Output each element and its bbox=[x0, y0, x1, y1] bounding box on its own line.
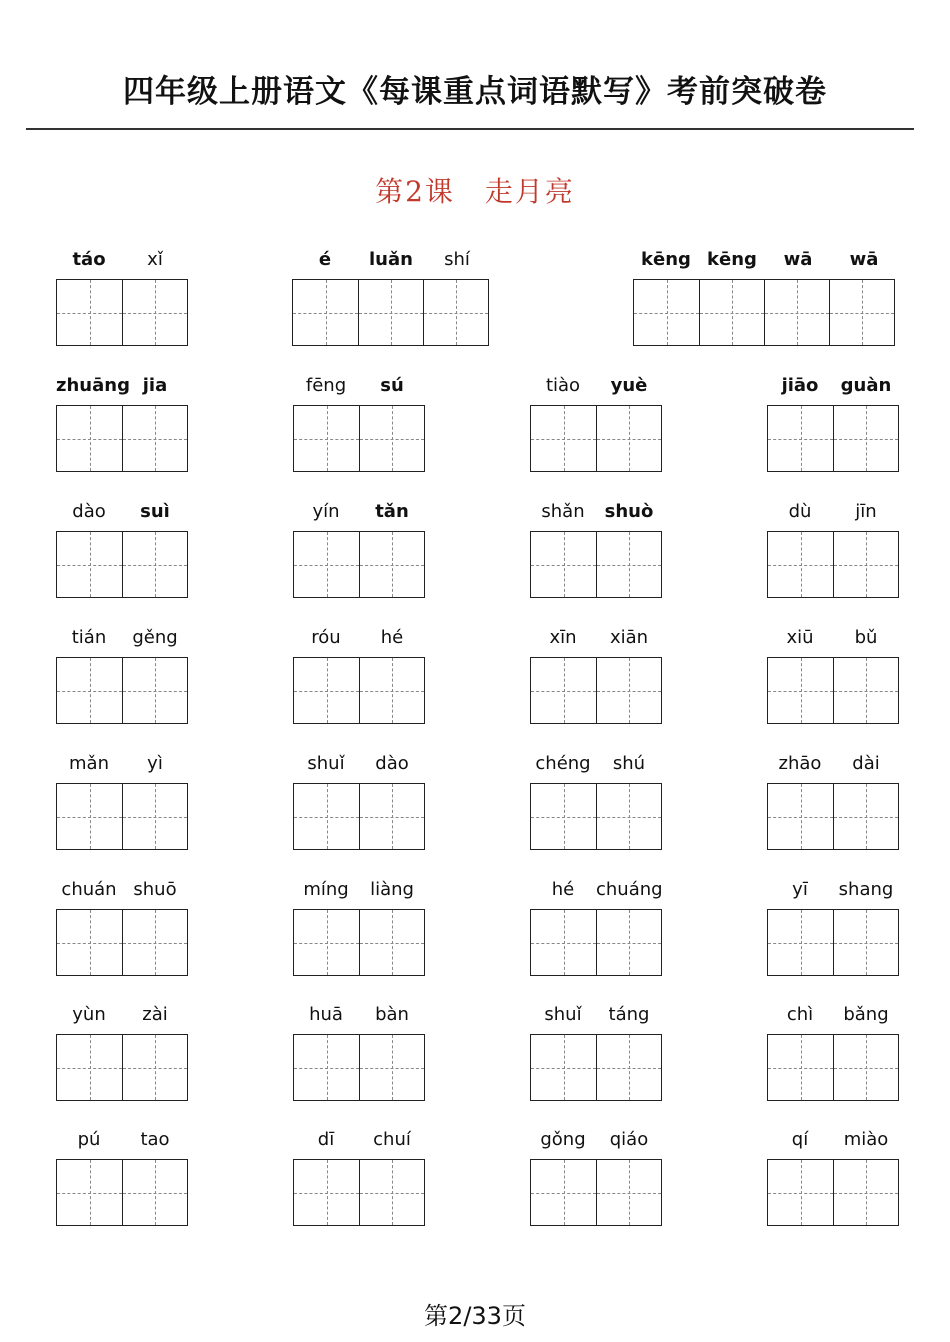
pinyin-label: táo bbox=[72, 249, 106, 270]
tianzige-cell[interactable] bbox=[359, 1160, 424, 1225]
pinyin-label: chì bbox=[786, 1004, 814, 1025]
pinyin-label: yì bbox=[147, 753, 163, 774]
pinyin-label: suì bbox=[140, 501, 170, 522]
tianzige-cell[interactable] bbox=[768, 1160, 833, 1225]
pinyin-row bbox=[56, 751, 188, 777]
pinyin-row bbox=[530, 1127, 662, 1153]
writing-box bbox=[56, 909, 188, 976]
writing-box bbox=[530, 909, 662, 976]
pinyin-label: hé bbox=[551, 879, 575, 900]
pinyin-row bbox=[293, 751, 425, 777]
pinyin-row bbox=[293, 499, 425, 525]
pinyin-label: yuè bbox=[610, 375, 648, 396]
word-item bbox=[56, 499, 188, 599]
tianzige-cell[interactable] bbox=[423, 280, 488, 345]
word-item bbox=[293, 877, 425, 977]
page-title: 四年级上册语文《每课重点词语默写》考前突破卷 bbox=[123, 74, 827, 110]
pinyin-label: yín bbox=[312, 501, 340, 522]
tianzige-cell[interactable] bbox=[833, 658, 898, 723]
tianzige-cell[interactable] bbox=[768, 658, 833, 723]
tianzige-cell[interactable] bbox=[768, 910, 833, 975]
writing-box bbox=[633, 279, 895, 346]
word-item bbox=[293, 373, 425, 473]
tianzige-cell[interactable] bbox=[531, 1160, 596, 1225]
tianzige-cell[interactable] bbox=[122, 532, 187, 597]
writing-box bbox=[56, 1034, 188, 1101]
writing-box bbox=[293, 783, 425, 850]
word-item bbox=[56, 751, 188, 851]
pinyin-label: huā bbox=[309, 1004, 343, 1025]
tianzige-cell[interactable] bbox=[294, 784, 359, 849]
tianzige-cell[interactable] bbox=[57, 658, 122, 723]
pinyin-row bbox=[292, 247, 490, 273]
word-item bbox=[56, 1127, 188, 1227]
pinyin-label: tián bbox=[71, 627, 107, 648]
tianzige-cell[interactable] bbox=[768, 406, 833, 471]
pinyin-label: chuáng bbox=[596, 879, 663, 900]
pinyin-row bbox=[530, 373, 662, 399]
tianzige-cell[interactable] bbox=[359, 784, 424, 849]
tianzige-cell[interactable] bbox=[122, 1160, 187, 1225]
tianzige-cell[interactable] bbox=[122, 910, 187, 975]
word-item bbox=[293, 1002, 425, 1102]
tianzige-cell[interactable] bbox=[833, 406, 898, 471]
pinyin-label: qí bbox=[791, 1129, 809, 1150]
writing-box bbox=[767, 1159, 899, 1226]
pinyin-row bbox=[56, 247, 188, 273]
pinyin-label: sú bbox=[380, 375, 404, 396]
pinyin-row bbox=[293, 625, 425, 651]
pinyin-label: xiān bbox=[609, 627, 649, 648]
tianzige-cell[interactable] bbox=[833, 1160, 898, 1225]
writing-box bbox=[56, 657, 188, 724]
word-item bbox=[292, 247, 490, 347]
writing-box bbox=[56, 531, 188, 598]
pinyin-label: shí bbox=[444, 249, 470, 270]
pinyin-label: é bbox=[318, 249, 332, 270]
tianzige-cell[interactable] bbox=[122, 280, 187, 345]
word-item bbox=[767, 373, 899, 473]
pinyin-label: mǎn bbox=[69, 753, 109, 774]
writing-box bbox=[56, 405, 188, 472]
word-item bbox=[633, 247, 897, 347]
pinyin-row bbox=[56, 625, 188, 651]
tianzige-cell[interactable] bbox=[57, 280, 122, 345]
pinyin-row bbox=[767, 373, 899, 399]
pinyin-row bbox=[530, 625, 662, 651]
pinyin-label: xǐ bbox=[147, 249, 163, 270]
writing-box bbox=[767, 405, 899, 472]
tianzige-cell[interactable] bbox=[699, 280, 764, 345]
tianzige-cell[interactable] bbox=[122, 1035, 187, 1100]
tianzige-cell[interactable] bbox=[359, 406, 424, 471]
pinyin-row bbox=[530, 1002, 662, 1028]
writing-box bbox=[767, 657, 899, 724]
pinyin-label: hé bbox=[380, 627, 404, 648]
tianzige-cell[interactable] bbox=[596, 784, 661, 849]
pinyin-label: shú bbox=[612, 753, 646, 774]
pinyin-row bbox=[767, 625, 899, 651]
pinyin-row bbox=[56, 499, 188, 525]
pinyin-label: chéng bbox=[535, 753, 591, 774]
writing-box bbox=[767, 1034, 899, 1101]
pinyin-label: fēng bbox=[305, 375, 347, 396]
tianzige-cell[interactable] bbox=[596, 406, 661, 471]
tianzige-cell[interactable] bbox=[531, 784, 596, 849]
tianzige-cell[interactable] bbox=[768, 532, 833, 597]
pinyin-row bbox=[767, 877, 899, 903]
word-item bbox=[530, 1002, 662, 1102]
tianzige-cell[interactable] bbox=[596, 658, 661, 723]
tianzige-cell[interactable] bbox=[57, 532, 122, 597]
writing-box bbox=[56, 783, 188, 850]
tianzige-cell[interactable] bbox=[833, 1035, 898, 1100]
pinyin-label: dào bbox=[375, 753, 409, 774]
writing-box bbox=[293, 1034, 425, 1101]
writing-box bbox=[530, 783, 662, 850]
pinyin-row bbox=[56, 877, 188, 903]
word-item bbox=[767, 1127, 899, 1227]
tianzige-cell[interactable] bbox=[596, 1035, 661, 1100]
writing-box bbox=[293, 531, 425, 598]
pinyin-label: róu bbox=[311, 627, 341, 648]
word-item bbox=[293, 625, 425, 725]
pinyin-row bbox=[530, 499, 662, 525]
word-item bbox=[530, 625, 662, 725]
pinyin-label: zhuāng bbox=[56, 375, 130, 396]
tianzige-cell[interactable] bbox=[359, 910, 424, 975]
pinyin-label: yī bbox=[792, 879, 808, 900]
pinyin-row bbox=[530, 751, 662, 777]
word-item bbox=[293, 499, 425, 599]
writing-box bbox=[767, 783, 899, 850]
title-divider bbox=[26, 128, 914, 130]
pinyin-row bbox=[293, 1127, 425, 1153]
pinyin-label: yùn bbox=[72, 1004, 106, 1025]
pinyin-label: shuō bbox=[133, 879, 177, 900]
tianzige-cell[interactable] bbox=[293, 280, 358, 345]
tianzige-cell[interactable] bbox=[359, 658, 424, 723]
tianzige-cell[interactable] bbox=[122, 658, 187, 723]
tianzige-cell[interactable] bbox=[596, 1160, 661, 1225]
pinyin-row bbox=[633, 247, 897, 273]
tianzige-cell[interactable] bbox=[294, 1160, 359, 1225]
word-item bbox=[56, 1002, 188, 1102]
pinyin-label: kēng bbox=[641, 249, 691, 270]
page-number: 第2/33页 bbox=[424, 1302, 526, 1330]
word-item bbox=[767, 877, 899, 977]
pinyin-label: guàn bbox=[840, 375, 892, 396]
tianzige-cell[interactable] bbox=[531, 532, 596, 597]
pinyin-label: tiào bbox=[545, 375, 581, 396]
pinyin-label: dù bbox=[788, 501, 812, 522]
writing-box bbox=[530, 1034, 662, 1101]
pinyin-row bbox=[293, 877, 425, 903]
word-item bbox=[56, 373, 188, 473]
writing-box bbox=[293, 657, 425, 724]
word-item bbox=[530, 877, 662, 977]
tianzige-cell[interactable] bbox=[764, 280, 829, 345]
pinyin-label: xīn bbox=[549, 627, 577, 648]
tianzige-cell[interactable] bbox=[57, 910, 122, 975]
pinyin-label: xiū bbox=[786, 627, 814, 648]
word-item bbox=[530, 499, 662, 599]
pinyin-label: chuí bbox=[373, 1129, 411, 1150]
pinyin-row bbox=[530, 877, 662, 903]
word-item bbox=[530, 751, 662, 851]
tianzige-cell[interactable] bbox=[634, 280, 699, 345]
tianzige-cell[interactable] bbox=[768, 784, 833, 849]
pinyin-label: kēng bbox=[707, 249, 757, 270]
tianzige-cell[interactable] bbox=[57, 784, 122, 849]
word-item bbox=[56, 625, 188, 725]
pinyin-row bbox=[767, 1127, 899, 1153]
pinyin-label: shang bbox=[838, 879, 894, 900]
tianzige-cell[interactable] bbox=[122, 784, 187, 849]
pinyin-label: dào bbox=[72, 501, 106, 522]
tianzige-cell[interactable] bbox=[359, 1035, 424, 1100]
lesson-title: 第2课 走月亮 bbox=[375, 175, 575, 208]
tianzige-cell[interactable] bbox=[57, 406, 122, 471]
tianzige-cell[interactable] bbox=[294, 910, 359, 975]
tianzige-cell[interactable] bbox=[358, 280, 423, 345]
pinyin-label: jia bbox=[142, 375, 168, 396]
word-item bbox=[767, 1002, 899, 1102]
pinyin-label: shǎn bbox=[541, 501, 585, 522]
writing-box bbox=[530, 531, 662, 598]
pinyin-label: bàn bbox=[375, 1004, 409, 1025]
tianzige-cell[interactable] bbox=[531, 1035, 596, 1100]
pinyin-row bbox=[293, 1002, 425, 1028]
word-item bbox=[293, 751, 425, 851]
writing-box bbox=[530, 1159, 662, 1226]
tianzige-cell[interactable] bbox=[829, 280, 894, 345]
pinyin-label: dài bbox=[852, 753, 880, 774]
pinyin-label: wā bbox=[849, 249, 879, 270]
word-item bbox=[530, 1127, 662, 1227]
writing-box bbox=[293, 1159, 425, 1226]
tianzige-cell[interactable] bbox=[833, 532, 898, 597]
pinyin-row bbox=[56, 1002, 188, 1028]
pinyin-label: shuǐ bbox=[307, 753, 345, 774]
pinyin-label: dī bbox=[317, 1129, 335, 1150]
pinyin-label: gěng bbox=[132, 627, 178, 648]
pinyin-label: jīn bbox=[855, 501, 877, 522]
tianzige-cell[interactable] bbox=[57, 1160, 122, 1225]
tianzige-cell[interactable] bbox=[359, 532, 424, 597]
pinyin-row bbox=[767, 751, 899, 777]
pinyin-row bbox=[293, 373, 425, 399]
tianzige-cell[interactable] bbox=[122, 406, 187, 471]
writing-box bbox=[292, 279, 489, 346]
pinyin-label: zhāo bbox=[778, 753, 822, 774]
tianzige-cell[interactable] bbox=[596, 532, 661, 597]
pinyin-label: chuán bbox=[61, 879, 117, 900]
pinyin-label: jiāo bbox=[781, 375, 819, 396]
tianzige-cell[interactable] bbox=[833, 910, 898, 975]
word-item bbox=[767, 499, 899, 599]
pinyin-label: liàng bbox=[370, 879, 414, 900]
word-item bbox=[767, 625, 899, 725]
tianzige-cell[interactable] bbox=[768, 1035, 833, 1100]
tianzige-cell[interactable] bbox=[57, 1035, 122, 1100]
word-item bbox=[767, 751, 899, 851]
pinyin-label: luǎn bbox=[369, 249, 413, 270]
word-item bbox=[56, 877, 188, 977]
pinyin-label: táng bbox=[608, 1004, 650, 1025]
pinyin-label: pú bbox=[77, 1129, 101, 1150]
pinyin-row bbox=[767, 1002, 899, 1028]
pinyin-label: tao bbox=[140, 1129, 170, 1150]
writing-box bbox=[530, 405, 662, 472]
pinyin-label: shuǐ bbox=[544, 1004, 582, 1025]
tianzige-cell[interactable] bbox=[531, 910, 596, 975]
pinyin-label: shuò bbox=[604, 501, 654, 522]
writing-box bbox=[56, 1159, 188, 1226]
pinyin-label: zài bbox=[142, 1004, 168, 1025]
writing-box bbox=[293, 909, 425, 976]
writing-box bbox=[530, 657, 662, 724]
pinyin-label: qiáo bbox=[609, 1129, 649, 1150]
pinyin-label: bǔ bbox=[854, 627, 878, 648]
tianzige-cell[interactable] bbox=[294, 532, 359, 597]
pinyin-label: miào bbox=[843, 1129, 889, 1150]
tianzige-cell[interactable] bbox=[596, 910, 661, 975]
pinyin-row bbox=[767, 499, 899, 525]
pinyin-row bbox=[56, 373, 188, 399]
tianzige-cell[interactable] bbox=[294, 406, 359, 471]
tianzige-cell[interactable] bbox=[294, 658, 359, 723]
tianzige-cell[interactable] bbox=[531, 658, 596, 723]
writing-box bbox=[767, 531, 899, 598]
word-item bbox=[293, 1127, 425, 1227]
tianzige-cell[interactable] bbox=[531, 406, 596, 471]
tianzige-cell[interactable] bbox=[294, 1035, 359, 1100]
pinyin-label: gǒng bbox=[540, 1129, 586, 1150]
writing-box bbox=[767, 909, 899, 976]
word-item bbox=[56, 247, 188, 347]
tianzige-cell[interactable] bbox=[833, 784, 898, 849]
pinyin-row bbox=[56, 1127, 188, 1153]
pinyin-label: míng bbox=[303, 879, 349, 900]
writing-box bbox=[56, 279, 188, 346]
pinyin-label: tǎn bbox=[375, 501, 409, 522]
pinyin-label: wā bbox=[783, 249, 813, 270]
word-item bbox=[530, 373, 662, 473]
pinyin-label: bǎng bbox=[843, 1004, 889, 1025]
writing-box bbox=[293, 405, 425, 472]
